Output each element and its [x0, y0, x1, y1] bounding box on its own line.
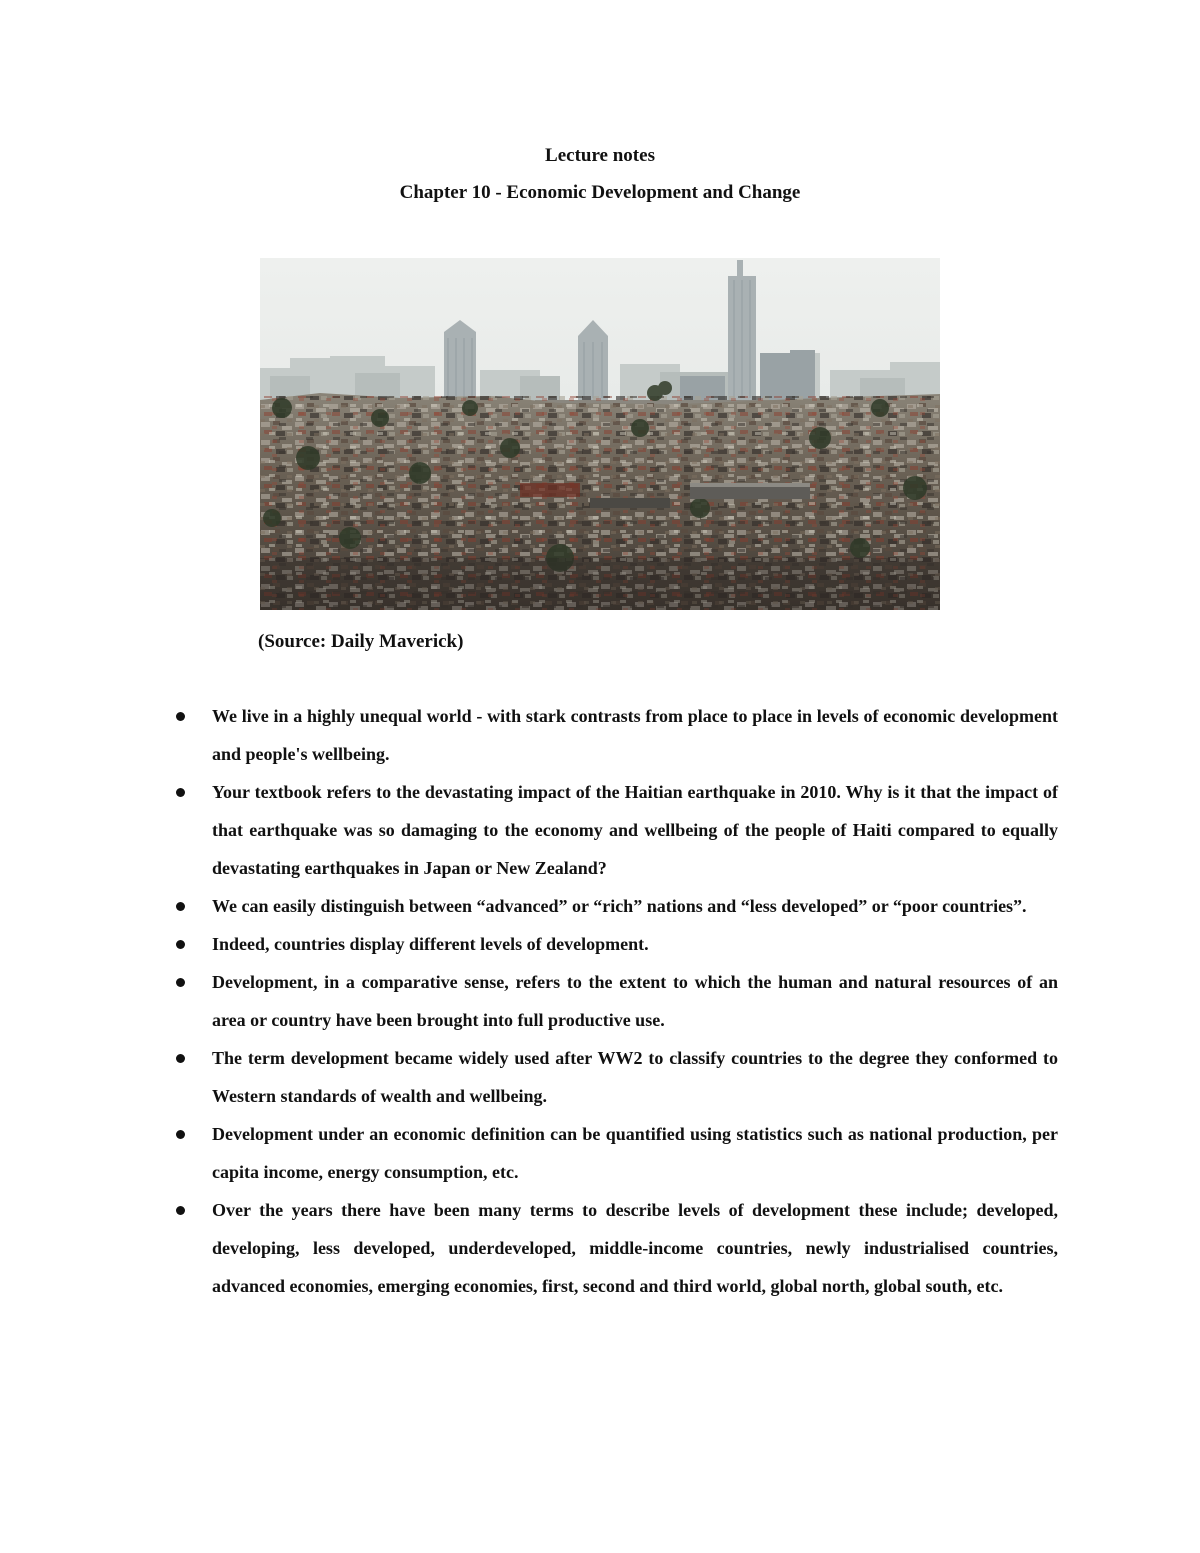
list-item [172, 773, 1058, 887]
bullet-icon [176, 712, 185, 721]
bullet-icon [176, 1206, 185, 1215]
bullet-icon [176, 978, 185, 987]
list-item-text: Indeed, countries display different levels of development. [212, 934, 649, 954]
list-item [172, 1115, 1058, 1191]
list-item [172, 1039, 1058, 1115]
bullet-icon [176, 1054, 185, 1063]
chapter-heading: Chapter 10 - Economic Development and Change [399, 182, 801, 203]
list-item-text: Development, in a comparative sense, refers to the extent to which the human and natural resources of an area or country have been brought into full productive use. [212, 972, 1058, 1030]
document-title: Lecture notes [545, 145, 655, 166]
list-item [172, 887, 1058, 925]
city-skyline-photo [260, 258, 940, 610]
list-item [172, 963, 1058, 1039]
photo-caption: (Source: Daily Maverick) [258, 631, 464, 652]
bullet-icon [176, 940, 185, 949]
list-item-text: Development under an economic definition can be quantified using statistics such as national production, per capita income, energy consumption, etc. [212, 1124, 1058, 1182]
list-item-text: Over the years there have been many terms to describe levels of development these include; developed, developing, less developed, underdeveloped, middle-income countries, newly industrialised countries, advanced economies, emerging economies, first, second and third world, global north, global south, etc. [212, 1200, 1058, 1296]
bullet-icon [176, 788, 185, 797]
bullet-list [172, 697, 1058, 1305]
list-item-text: We live in a highly unequal world - with stark contrasts from place to place in levels of economic development and people's wellbeing. [212, 706, 1058, 764]
list-item-text: The term development became widely used after WW2 to classify countries to the degree they conformed to Western standards of wealth and wellbeing. [212, 1048, 1058, 1106]
list-item [172, 925, 1058, 963]
bullet-icon [176, 902, 185, 911]
list-item [172, 697, 1058, 773]
list-item-text: Your textbook refers to the devastating impact of the Haitian earthquake in 2010. Why is it that the impact of that earthquake was so damaging to the economy and wellbeing of the people of Haiti compared to equally devastating earthquakes in Japan or New Zealand? [212, 782, 1058, 878]
bullet-icon [176, 1130, 185, 1139]
list-item-text: We can easily distinguish between “advanced” or “rich” nations and “less developed” or “poor countries”. [212, 896, 1027, 916]
list-item [172, 1191, 1058, 1305]
